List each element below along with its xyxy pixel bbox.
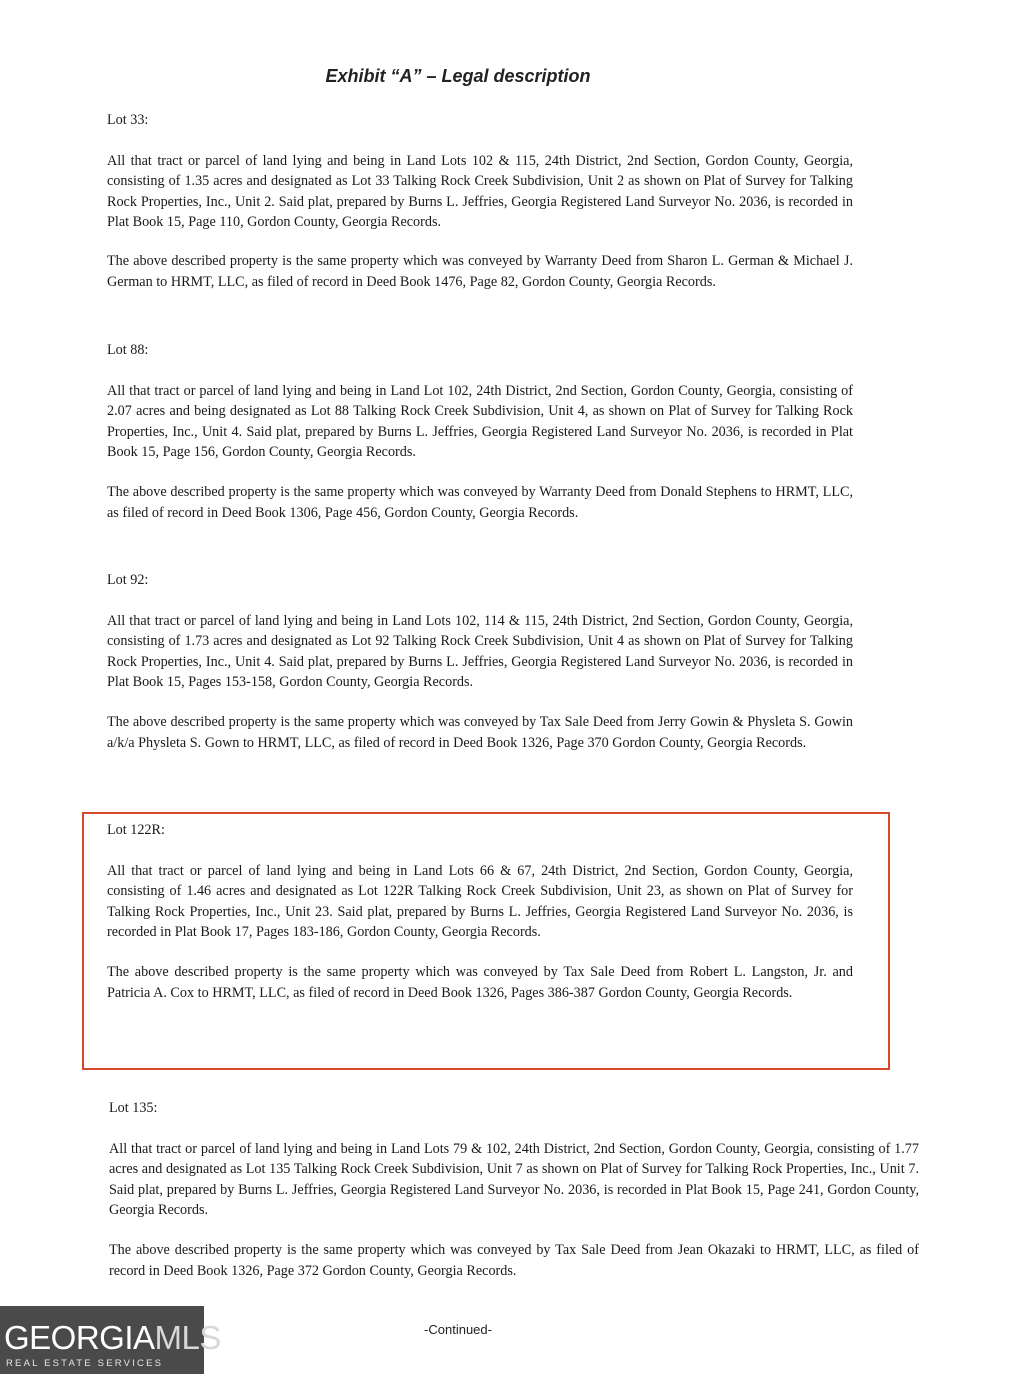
lot-conveyance: The above described property is the same property which was conveyed by Warranty Deed from Donald Stephens to HRMT, LLC, as filed of record in Deed Book 1306, Page 456, Gordon County, Georgia Records. [107,483,853,521]
lot-conveyance: The above described property is the same property which was conveyed by Tax Sale Deed from Jerry Gowin & Physleta S. Gowin a/k/a Physleta S. Gown to HRMT, LLC, as filed of record in Deed Book 1326, Page 370 Gordon County, Georgia Records. [107,713,853,751]
lot-description: All that tract or parcel of land lying and being in Land Lots 102 & 115, 24th District, 2nd Section, Gordon County, Georgia, consisting of 1.35 acres and designated as Lot 33 Talking Rock Creek Subdivision, Unit 2 as shown on Plat of Survey for Talking Rock Properties, Inc., Unit 2. Said plat, prepared by Burns L. Jeffries, Georgia Registered Land Surveyor No. 2036, is recorded in Plat Book 15, Page 110, Gordon County, Georgia Records. [107,152,853,231]
lot-section-88 [107,340,853,523]
georgia-mls-logo [0,1306,221,1374]
lot-label: Lot 122R: [107,822,165,838]
lot-label: Lot 92: [107,572,149,588]
lot-conveyance: The above described property is the same property which was conveyed by Tax Sale Deed from Robert L. Langston, Jr. and Patricia A. Cox to HRMT, LLC, as filed of record in Deed Book 1326, Pages 386-387 Gordon County, Georgia Records. [107,963,853,1001]
lot-section-33 [107,110,853,292]
lot-description: All that tract or parcel of land lying and being in Land Lots 102, 114 & 115, 24th District, 2nd Section, Gordon County, Georgia, consisting of 1.73 acres and designated as Lot 92 Talking Rock Creek Subdivision, Unit 4 as shown on Plat of Survey for Talking Rock Properties, Inc., Unit 4. Said plat, prepared by Burns L. Jeffries, Georgia Registered Land Surveyor No. 2036, is recorded in Plat Book 15, Pages 153-158, Gordon County, Georgia Records. [107,612,853,691]
continued-note: -Continued- [424,1322,492,1337]
lot-label: Lot 88: [107,342,149,358]
lot-description: All that tract or parcel of land lying and being in Land Lot 102, 24th District, 2nd Section, Gordon County, Georgia, consisting of 2.07 acres and being designated as Lot 88 Talking Rock Creek Subdivision, Unit 4, as shown on Plat of Survey for Talking Rock Properties, Inc., Unit 4. Said plat, prepared by Burns L. Jeffries, Georgia Registered Land Surveyor No. 2036, is recorded in Plat Book 15, Page 156, Gordon County, Georgia Records. [107,382,853,461]
lot-section-122r [107,820,853,1003]
lot-description: All that tract or parcel of land lying and being in Land Lots 79 & 102, 24th District, 2nd Section, Gordon County, Georgia, consisting of 1.77 acres and designated as Lot 135 Talking Rock Creek Subdivision, Unit 7 as shown on Plat of Survey for Talking Rock Properties, Inc., Unit 7. Said plat, prepared by Burns L. Jeffries, Georgia Registered Land Surveyor No. 2036, is recorded in Plat Book 15, Page 241, Gordon County, Georgia Records. [109,1140,919,1219]
lot-description: All that tract or parcel of land lying and being in Land Lots 66 & 67, 24th District, 2nd Section, Gordon County, Georgia, consisting of 1.46 acres and designated as Lot 122R Talking Rock Creek Subdivision, Unit 23, as shown on Plat of Survey for Talking Rock Properties, Inc., Unit 23. Said plat, prepared by Burns L. Jeffries, Georgia Registered Land Surveyor No. 2036, is recorded in Plat Book 17, Pages 183-186, Gordon County, Georgia Records. [107,862,853,941]
lot-conveyance: The above described property is the same property which was conveyed by Warranty Deed from Sharon L. German & Michael J. German to HRMT, LLC, as filed of record in Deed Book 1476, Page 82, Gordon County, Georgia Records. [107,252,853,290]
lot-section-135 [109,1098,919,1281]
document-title: Exhibit “A” – Legal description [325,66,591,86]
logo-accent-text: MLS [154,1319,221,1356]
logo-main-text: GEORGIA [4,1319,155,1356]
lot-section-92 [107,570,853,753]
lot-label: Lot 135: [109,1100,158,1116]
lot-label: Lot 33: [107,112,149,128]
lot-conveyance: The above described property is the same property which was conveyed by Tax Sale Deed from Jean Okazaki to HRMT, LLC, as filed of record in Deed Book 1326, Page 372 Gordon County, Georgia Records. [109,1241,919,1279]
logo-subtitle: REAL ESTATE SERVICES [6,1358,164,1369]
